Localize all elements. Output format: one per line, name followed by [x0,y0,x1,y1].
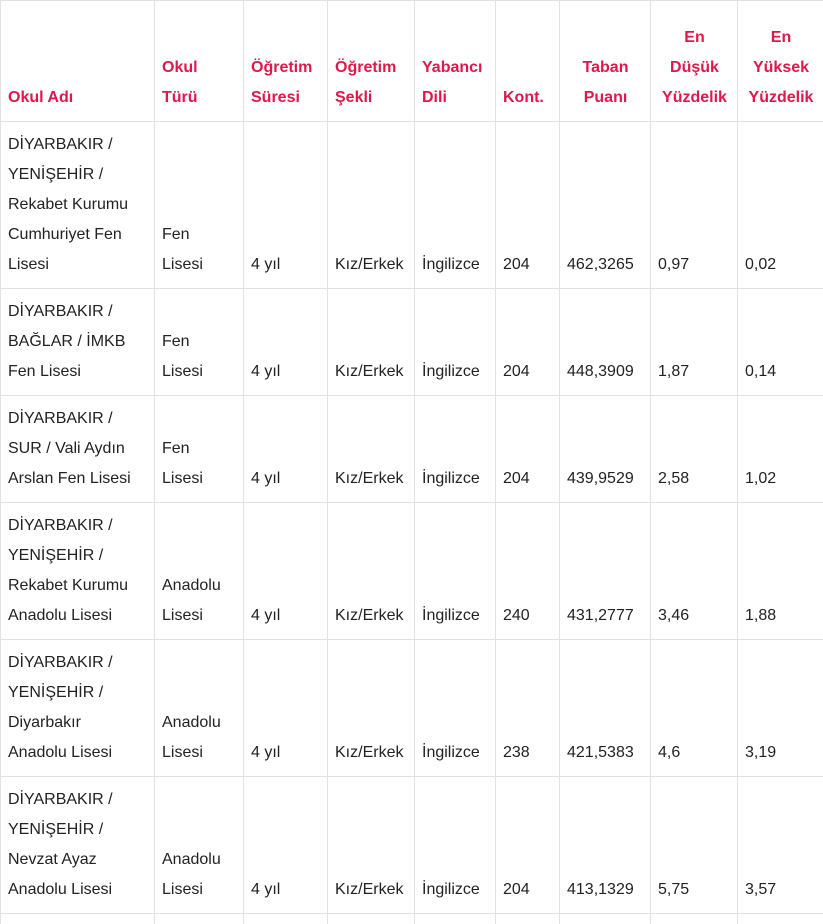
duration-cell: 4 yıl [244,396,328,503]
header-duration: Öğretim Süresi [244,1,328,122]
table-row [1,289,823,396]
language-cell: İngilizce [415,640,496,777]
quota-cell: 204 [496,122,560,289]
school-name-cell: DİYARBAKIR / YENİŞEHİR / Nevzat Ayaz Anadolu Lisesi [1,777,155,914]
empty-cell [496,914,560,924]
min-percentile-cell: 3,46 [651,503,738,640]
table-row [1,777,823,914]
header-school-name: Okul Adı [1,1,155,122]
mode-cell: Kız/Erkek [328,289,415,396]
min-percentile-cell: 4,6 [651,640,738,777]
school-type-cell: Anadolu Lisesi [155,640,244,777]
mode-cell: Kız/Erkek [328,640,415,777]
min-percentile-cell: 0,97 [651,122,738,289]
quota-cell: 204 [496,289,560,396]
duration-cell: 4 yıl [244,122,328,289]
header-language: Yabancı Dili [415,1,496,122]
school-name-cell: DİYARBAKIR / YENİŞEHİR / Rekabet Kurumu Anadolu Lisesi [1,503,155,640]
mode-cell: Kız/Erkek [328,503,415,640]
empty-cell [560,914,651,924]
mode-cell: Kız/Erkek [328,396,415,503]
base-score-cell: 413,1329 [560,777,651,914]
header-quota: Kont. [496,1,560,122]
min-percentile-cell: 2,58 [651,396,738,503]
base-score-cell: 448,3909 [560,289,651,396]
school-name-cell: DİYARBAKIR / YENİŞEHİR / Rekabet Kurumu Cumhuriyet Fen Lisesi [1,122,155,289]
duration-cell: 4 yıl [244,640,328,777]
table-row-partial [1,914,823,924]
header-min-percentile: En Düşük Yüzdelik [651,1,738,122]
empty-cell [155,914,244,924]
quota-cell: 238 [496,640,560,777]
empty-cell [415,914,496,924]
header-max-percentile: En Yüksek Yüzdelik [738,1,823,122]
language-cell: İngilizce [415,777,496,914]
base-score-cell: 462,3265 [560,122,651,289]
quota-cell: 204 [496,777,560,914]
school-name-cell: DİYARBAKIR / SUR / Vali Aydın Arslan Fen Lisesi [1,396,155,503]
school-name-cell: DİYARBAKIR / BAĞLAR / İMKB Fen Lisesi [1,289,155,396]
duration-cell: 4 yıl [244,777,328,914]
max-percentile-cell: 0,14 [738,289,823,396]
quota-cell: 204 [496,396,560,503]
mode-cell: Kız/Erkek [328,777,415,914]
mode-cell: Kız/Erkek [328,122,415,289]
max-percentile-cell: 3,19 [738,640,823,777]
max-percentile-cell: 0,02 [738,122,823,289]
header-base-score: Taban Puanı [560,1,651,122]
school-type-cell: Fen Lisesi [155,396,244,503]
duration-cell: 4 yıl [244,289,328,396]
min-percentile-cell: 5,75 [651,777,738,914]
header-mode: Öğretim Şekli [328,1,415,122]
school-type-cell: Anadolu Lisesi [155,503,244,640]
table-row [1,503,823,640]
empty-cell [328,914,415,924]
min-percentile-cell: 1,87 [651,289,738,396]
base-score-cell: 421,5383 [560,640,651,777]
school-type-cell: Fen Lisesi [155,122,244,289]
school-name-cell: DİYARBAKIR / YENİŞEHİR / Diyarbakır Anadolu Lisesi [1,640,155,777]
max-percentile-cell: 1,02 [738,396,823,503]
empty-cell [738,914,823,924]
max-percentile-cell: 1,88 [738,503,823,640]
duration-cell: 4 yıl [244,503,328,640]
empty-cell [1,914,155,924]
max-percentile-cell: 3,57 [738,777,823,914]
empty-cell [244,914,328,924]
table-row [1,640,823,777]
header-school-type: Okul Türü [155,1,244,122]
school-type-cell: Anadolu Lisesi [155,777,244,914]
table-row [1,396,823,503]
language-cell: İngilizce [415,396,496,503]
school-type-cell: Fen Lisesi [155,289,244,396]
header-row [1,1,823,122]
language-cell: İngilizce [415,289,496,396]
empty-cell [651,914,738,924]
language-cell: İngilizce [415,122,496,289]
language-cell: İngilizce [415,503,496,640]
base-score-cell: 431,2777 [560,503,651,640]
base-score-cell: 439,9529 [560,396,651,503]
quota-cell: 240 [496,503,560,640]
table-row [1,122,823,289]
